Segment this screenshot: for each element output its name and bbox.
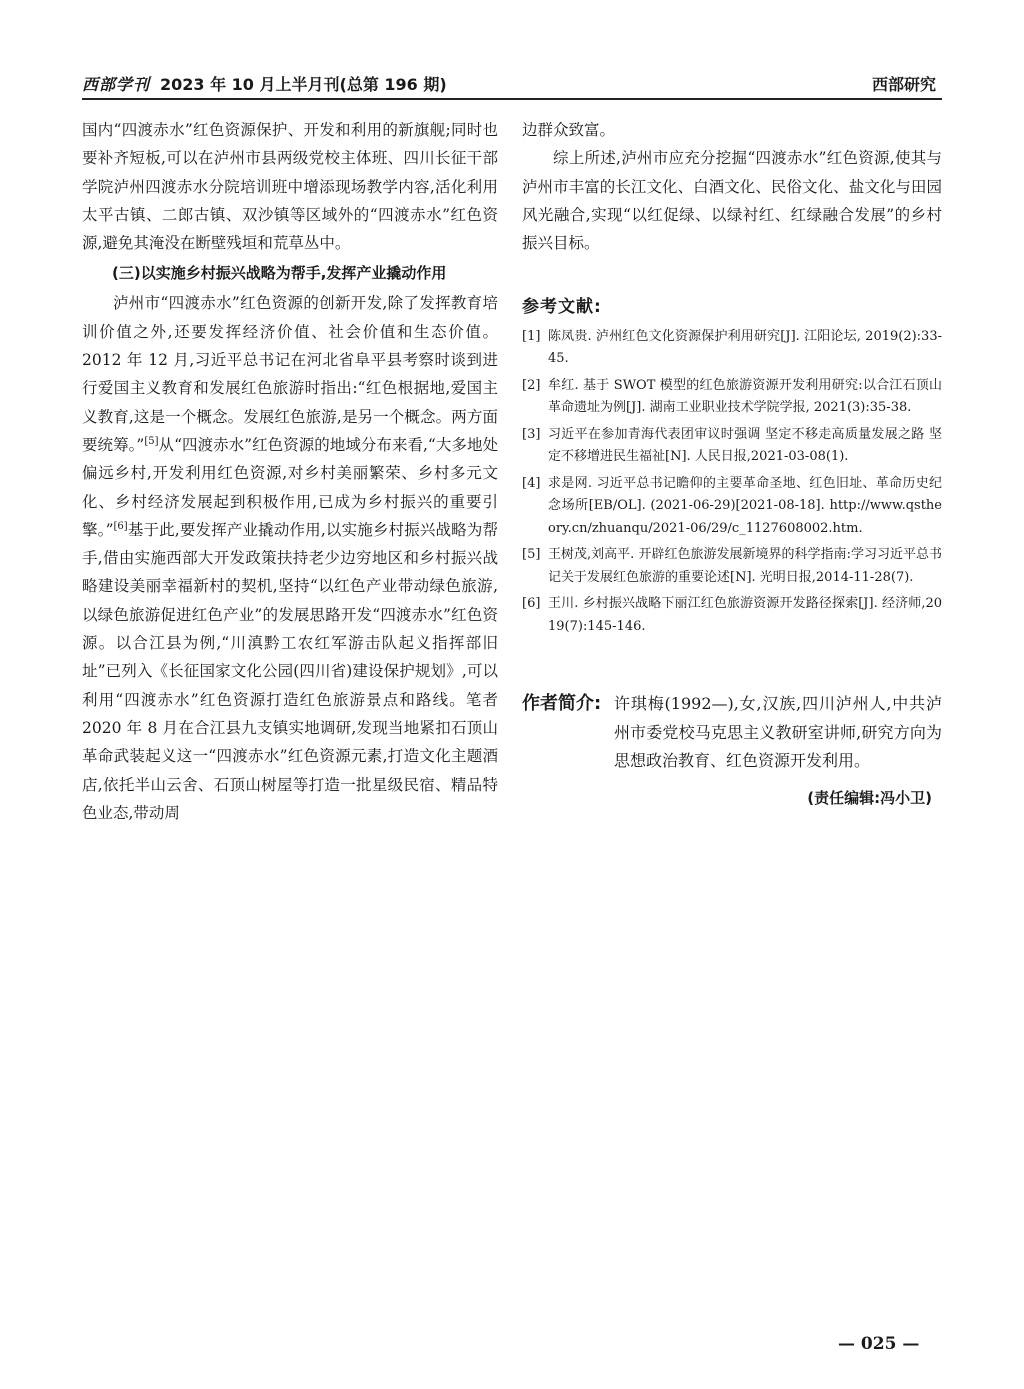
paragraph-text: 泸州市“四渡赤水”红色资源的创新开发,除了发挥教育培训价值之外,还要发挥经济价值、社会价值和生态价值。2012 年 12 月,习近平总书记在河北省阜平县考察时谈到进行爱国主义教育和发展红色旅游时指出:“红色根据地,爱国主义教育,这是一个概念。发展红色旅游,是另一个概念。两方面要统筹。” xyxy=(82,294,498,454)
citation-5: [5] xyxy=(144,435,159,447)
paragraph-industry xyxy=(82,289,498,827)
section-subheading: (三)以实施乡村振兴战略为帮手,发挥产业撬动作用 xyxy=(112,264,447,283)
reference-item xyxy=(522,593,942,638)
author-bio-label: 作者简介: xyxy=(522,693,602,715)
reference-item xyxy=(522,544,942,589)
page-header xyxy=(82,70,942,104)
left-column xyxy=(82,116,498,827)
reference-item xyxy=(522,424,942,469)
paragraph-text: 基于此,要发挥产业撬动作用,以实施乡村振兴战略为帮手,借由实施西部大开发政策扶持老少边穷地区和乡村振兴战略建设美丽幸福新村的契机,坚持“以红色产业带动绿色旅游,以绿色旅游促进红色产业”的发展思路开发“四渡赤水”红色资源。以合江县为例,“川滇黔工农红军游击队起义指挥部旧址”已列入《长征国家文化公园(四川省)建设保护规划》,可以利用“四渡赤水”红色资源打造红色旅游景点和路线。笔者 2020 年 8 月在合江县九支镇实地调研,发现当地紧扣石顶山革命武装起义这一“四渡赤水”红色资源元素,打造文化主题酒店,依托半山云舍、石顶山树屋等打造一批星级民宿、精品特色业态,带动周 xyxy=(82,520,498,822)
reference-text: 习近平在参加青海代表团审议时强调 坚定不移走高质量发展之路 坚定不移增进民生福祉[N]. 人民日报,2021-03-08(1). xyxy=(548,426,942,465)
issue-info: 2023 年 10 月上半月刊(总第 196 期) xyxy=(160,75,447,94)
reference-number: [4] xyxy=(522,475,541,491)
references-list xyxy=(522,326,942,639)
reference-number: [6] xyxy=(522,596,541,612)
reference-item xyxy=(522,473,942,541)
paragraph-continued: 边群众致富。 xyxy=(522,121,616,139)
paragraph-text: 从“四渡赤水”红色资源的地域分布来看,“大多地处偏远乡村,开发利用红色资源,对乡村美丽繁荣、乡村多元文化、乡村经济发展起到积极作用,已成为乡村振兴的重要引擎。” xyxy=(82,435,498,539)
reference-text: 求是网. 习近平总书记瞻仰的主要革命圣地、红色旧址、革命历史纪念场所[EB/OL]. (2021-06-29)[2021-08-18]. http://www.qstheory.cn/zhuanqu/2021-06/29/c_1127608002.htm. xyxy=(548,475,942,536)
paragraph-continued: 国内“四渡赤水”红色资源保护、开发和利用的新旗舰;同时也要补齐短板,可以在泸州市县两级党校主体班、四川长征干部学院泸州四渡赤水分院培训班中增添现场教学内容,活化利用太平古镇、二郎古镇、双沙镇等区域外的“四渡赤水”红色资源,避免其淹没在断壁残垣和荒草丛中。 xyxy=(82,121,498,253)
responsible-editor: (责任编辑:冯小卫) xyxy=(807,788,932,807)
reference-number: [2] xyxy=(522,377,541,393)
reference-item xyxy=(522,326,942,371)
right-column xyxy=(522,116,942,812)
reference-number: [1] xyxy=(522,328,541,344)
reference-text: 王树茂,刘高平. 开辟红色旅游发展新境界的科学指南:学习习近平总书记关于发展红色旅游的重要论述[N]. 光明日报,2014-11-28(7). xyxy=(548,547,942,585)
citation-6: [6] xyxy=(113,520,128,532)
reference-text: 牟红. 基于 SWOT 模型的红色旅游资源开发利用研究:以合江石顶山革命遗址为例[J]. 湖南工业职业技术学院学报, 2021(3):35-38. xyxy=(548,377,942,416)
paragraph-conclusion: 综上所述,泸州市应充分挖掘“四渡赤水”红色资源,使其与泸州市丰富的长江文化、白酒文化、民俗文化、盐文化与田园风光融合,实现“以红促绿、以绿衬红、红绿融合发展”的乡村振兴目标。 xyxy=(522,149,942,253)
header-rule xyxy=(82,98,942,100)
page-number: — 025 — xyxy=(838,1334,920,1354)
reference-text: 陈凤贵. 泸州红色文化资源保护利用研究[J]. 江阳论坛, 2019(2):33-45. xyxy=(548,328,942,367)
references-heading: 参考文献: xyxy=(522,297,602,318)
reference-number: [5] xyxy=(522,547,541,563)
journal-logo: 西部学刊 xyxy=(82,75,151,94)
reference-text: 王川. 乡村振兴战略下丽江红色旅游资源开发路径探索[J]. 经济师,2019(7):145-146. xyxy=(548,596,942,634)
author-bio xyxy=(522,690,942,776)
reference-item xyxy=(522,375,942,420)
reference-number: [3] xyxy=(522,426,541,442)
section-title: 西部研究 xyxy=(871,75,936,94)
author-bio-text: 许琪梅(1992—),女,汉族,四川泸州人,中共泸州市委党校马克思主义教研室讲师,研究方向为思想政治教育、红色资源开发利用。 xyxy=(614,694,942,771)
